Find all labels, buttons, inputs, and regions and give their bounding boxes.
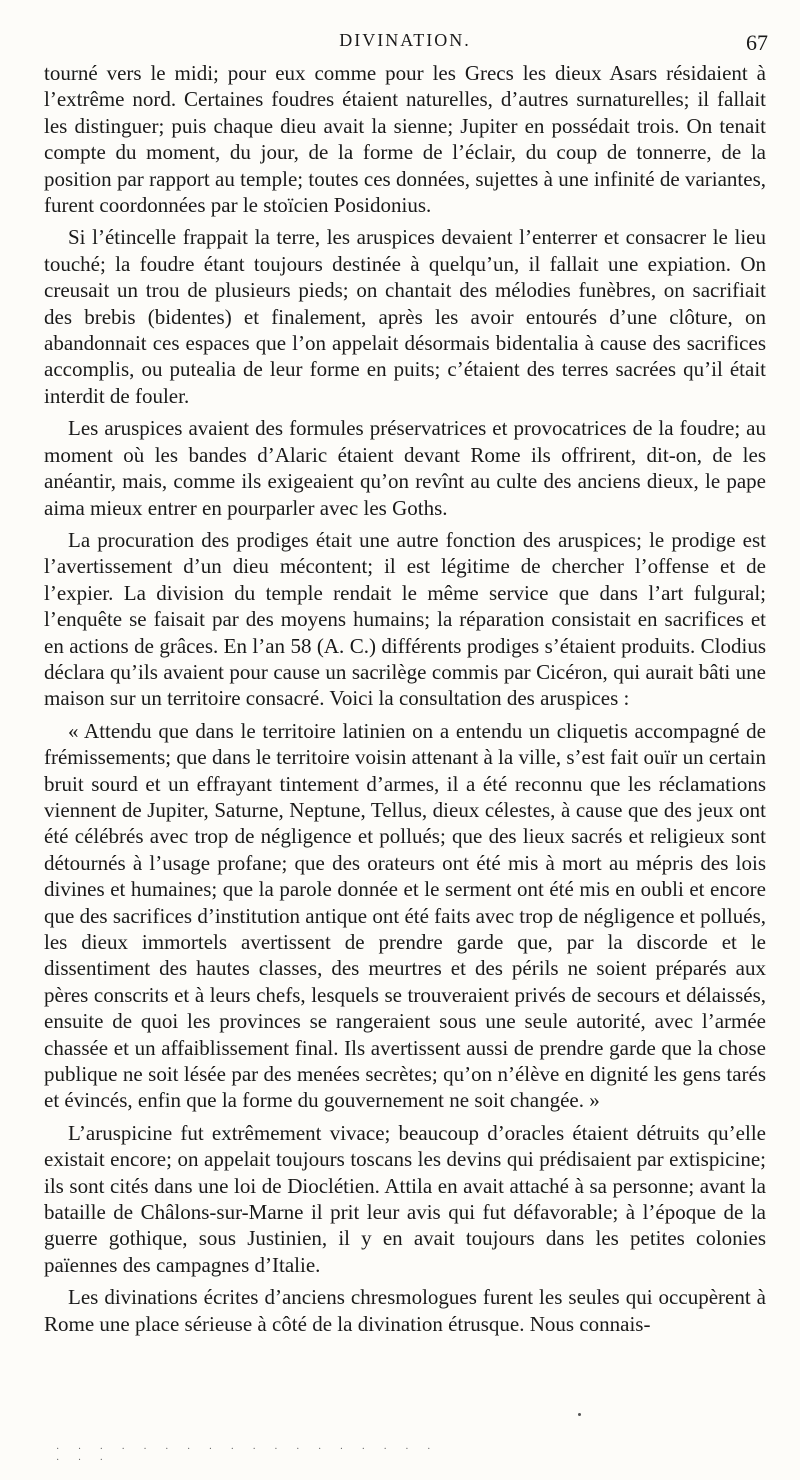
page-number: 67 (746, 30, 768, 55)
running-title: DIVINATION. (339, 30, 471, 50)
running-head (44, 22, 766, 56)
footer-print-marks: · · · · · · · · · · · · · · · · · · · · · (56, 1444, 439, 1466)
paragraph-haruspicy-survival: L’aruspicine fut extrêmement vivace; beaucoup d’oracles étaient détruits qu’elle existait encore; on appelait toujours toscans les devins qui prédisaient par extispicine; ils sont cités dans une loi de Dioclétien. Attila en avait attaché à sa personne; avant la bataille de Châlons-sur-Marne il prit leur avis qui fut défavorable; à l’époque de la guerre gothique, sous Justinien, il y en avait toujours dans les petites colonies païennes des campagnes d’Italie. (44, 1120, 766, 1277)
paragraph-haruspices-consultation: « Attendu que dans le territoire latinien on a entendu un cliquetis accompagné de frémissements; que dans le territoire voisin attenant à la ville, s’est fait ouïr un certain bruit sourd et un effrayant tintement d’armes, il a été reconnu que les réclamations viennent de Jupiter, Saturne, Neptune, Tellus, dieux célestes, à cause que des jeux ont été célébrés avec trop de négligence et pollués; que des lieux sacrés et religieux sont détournés à l’usage profane; que des orateurs ont été mis à mort au mépris des lois divines et humaines; que la parole donnée et le serment ont été mis en oubli et encore que des sacrifices d’institution antique ont été faits avec trop de négligence et pollués, les dieux immortels avertissent de prendre garde que, par la discorde et le dissentiment des hautes classes, des meurtres et des périls ne soient préparés aux pères conscrits et à leurs chefs, lesquels se trouveraient privés de secours et délaissés, ensuite de quoi les provinces se rangeraient sous une seule autorité, avec l’armée chassée et un affaiblissement final. Ils avertissent aussi de prendre garde que la chose publique ne soit lésée par des menées secrètes; qu’on n’élève en dignité les gens tarés et évincés, enfin que la forme du gouvernement ne soit changée. » (44, 718, 766, 1113)
paragraph-chresmologues: Les divinations écrites d’anciens chresmologues furent les seules qui occupèrent à Rome une place sérieuse à côté de la divination étrusque. Nous connais- (44, 1285, 766, 1336)
paragraph-lightning-burial: Si l’étincelle frappait la terre, les aruspices devaient l’enterrer et consacrer le lieu touché; la foudre étant toujours destinée à quelqu’un, il fallait une expiation. On creusait un trou de plusieurs pieds; on chantait des mélodies funèbres, on sacrifiait des brebis (bidentes) et finalement, après les avoir entourés d’une clôture, on abandonnait ces espaces que l’on appelait désormais bidentalia à cause des sacrifices accomplis, ou putealia de leur forme en puits; c’étaient des terres sacrées qu’il était interdit de fouler. (44, 225, 766, 408)
paragraph-lightning-formulas: Les aruspices avaient des formules préservatrices et provocatrices de la foudre; au moment où les bandes d’Alaric étaient devant Rome ils offrirent, dit-on, de les anéantir, mais, comme ils exigeaient qu’on revînt au culte des anciens dieux, le pape aima mieux entrer en pourparler avec les Goths. (44, 416, 766, 520)
paragraph-prodigies: La procuration des prodiges était une autre fonction des aruspices; le prodige est l’avertissement d’un dieu mécontent; il est légitime de chercher l’offense et de l’expier. La division du temple rendait le même service que dans l’art fulgural; l’enquête se faisait par des moyens humains; la réparation consistait en sacrifices et en actions de grâces. En l’an 58 (A. C.) différents prodiges s’étaient produits. Clodius déclara qu’ils avaient pour cause un sacrilège commis par Cicéron, qui aurait bâti une maison sur un territoire consacré. Voici la consultation des aruspices : (44, 527, 766, 711)
print-speck (578, 1413, 581, 1416)
paragraph-continuation: tourné vers le midi; pour eux comme pour les Grecs les dieux Asars résidaient à l’extrême nord. Certaines foudres étaient naturelles, d’autres surnaturelles; il fallait les distinguer; puis chaque dieu avait la sienne; Jupiter en possédait trois. On tenait compte du moment, du jour, de la forme de l’éclair, du coup de tonnerre, de la position par rapport au temple; toutes ces données, sujettes à une infinité de variantes, furent coordonnées par le stoïcien Posidonius. (44, 61, 766, 218)
body-text (44, 60, 766, 1337)
book-page (44, 22, 766, 1343)
